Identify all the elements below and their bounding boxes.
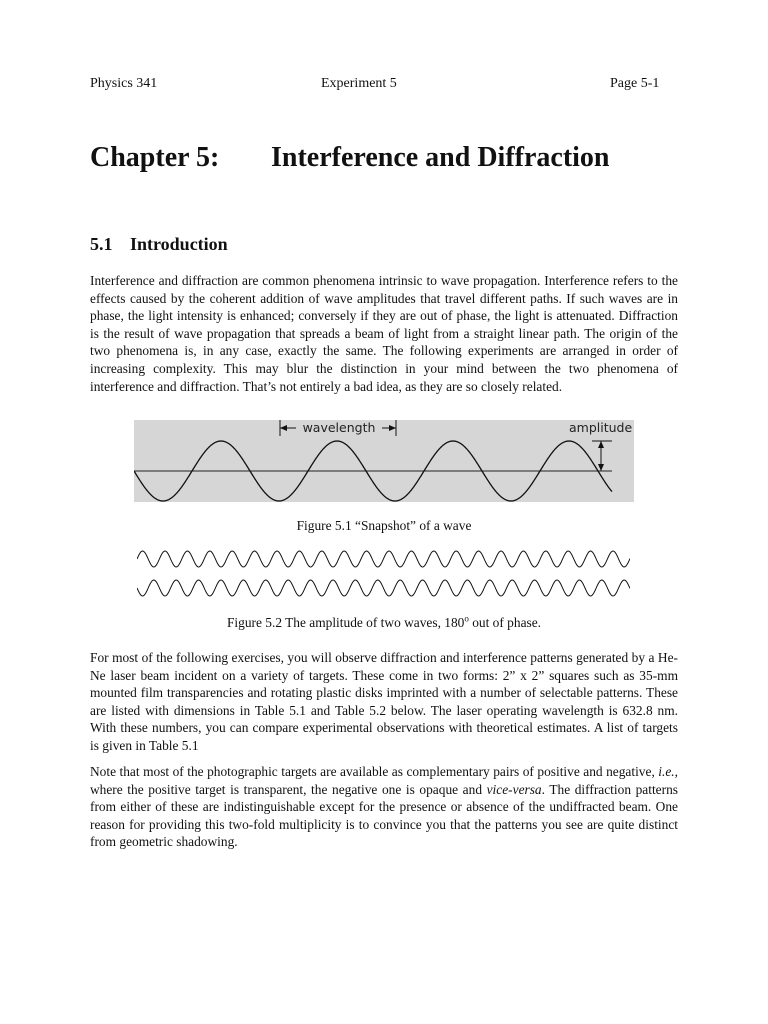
amplitude-label: amplitude: [569, 420, 633, 435]
figure-2-caption-text: Figure 5.2 The amplitude of two waves, 180: [226, 615, 465, 630]
chapter-number: Chapter 5:: [90, 142, 220, 173]
section-name: Introduction: [130, 234, 228, 254]
wave-snapshot-figure: [134, 420, 634, 502]
header-experiment: Experiment 5: [321, 76, 397, 91]
section-heading: [90, 234, 228, 255]
chapter-title: [90, 142, 610, 174]
intro-paragraph: Interference and diffraction are common phenomena intrinsic to wave propagation. Interference refers to the effects caused by the coherent addition of wave amplitudes that travel different paths. If such waves are in phase, the light intensity is enhanced; conversely if they are out of phase, the light is attenuated. Diffraction is the result of wave propagation that spreads a beam of light from a straight linear path. The origin of the two phenomena is, in any case, exactly the same. The following experiments are arranged in order of increasing complexity. This may blur the distinction in your mind between the two phenomena of interference and diffraction. That’s not entirely a bad idea, as they are so closely related.: [90, 273, 678, 394]
chapter-name: Interference and Diffraction: [271, 142, 610, 173]
section-number: 5.1: [90, 234, 113, 254]
vice-versa-italic: vice-versa: [486, 781, 542, 797]
figure-background: [134, 420, 634, 502]
targets-paragraph: Note that most of the photographic targets are available as complementary pairs of positive and negative, i.e., where the positive target is transparent, the negative one is opaque and vice-versa. The diffraction patterns from either of these are indistinguishable except for the presence or absence of the undiffracted beam. One reason for providing this two-fold multiplicity is to convince you that the patterns you see are quite distinct from geometric shadowing.: [90, 764, 678, 850]
two-waves-figure: [137, 546, 630, 598]
header-course: Physics 341: [90, 76, 158, 91]
wave-top: [137, 551, 630, 567]
degree-symbol: o: [464, 613, 469, 624]
header-page-number: Page 5-1: [610, 76, 660, 91]
wavelength-label: wavelength: [302, 420, 376, 435]
wave-bottom: [137, 580, 630, 596]
ie-italic: i.e.: [658, 764, 675, 779]
figure-1-caption: Figure 5.1 “Snapshot” of a wave: [296, 518, 472, 533]
figure-2-caption: [0, 615, 768, 631]
exercises-paragraph: For most of the following exercises, you will observe diffraction and interference patterns generated by a He-Ne laser beam incident on a variety of targets. These come in two forms: 2” x 2” squares such as 35-mm mounted film transparencies and rotating plastic disks imprinted with a number of selectable patterns. These are listed with dimensions in Table 5.1 and Table 5.2 below. The laser operating wavelength is 632.8 nm. With these numbers, you can compare experimental observations with theoretical estimates. A list of targets is given in Table 5.1: [90, 650, 678, 753]
figure-2-caption-end: out of phase.: [468, 615, 542, 630]
